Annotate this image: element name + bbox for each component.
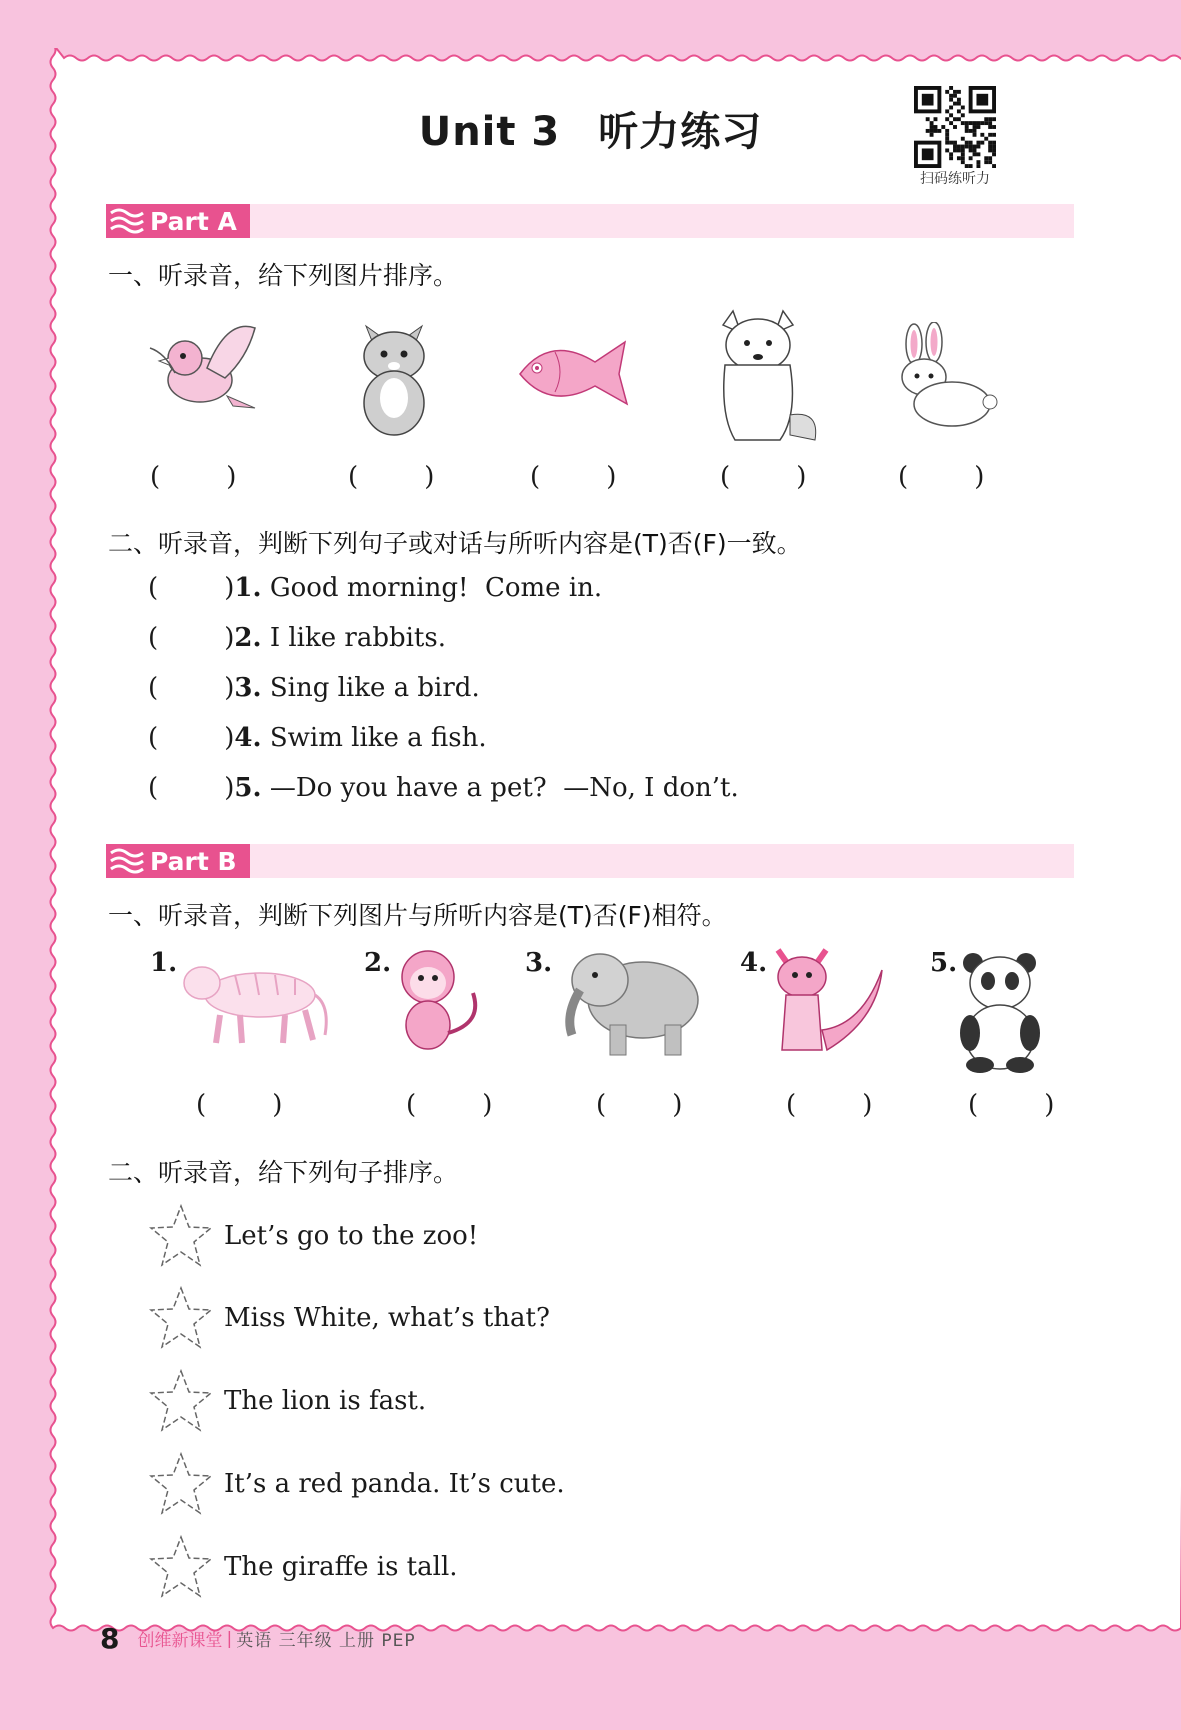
tf-blank[interactable]: ( ) bbox=[148, 773, 235, 803]
tf-item-2: ( )2. I like rabbits. bbox=[148, 623, 446, 653]
judge-blank-4[interactable]: ( ) bbox=[786, 1090, 873, 1120]
footer bbox=[100, 1622, 416, 1655]
judge-blank-2[interactable]: ( ) bbox=[406, 1090, 493, 1120]
tf-item-3: ( )3. Sing like a bird. bbox=[148, 673, 480, 703]
order-item-2: Miss White, what’s that? bbox=[148, 1285, 550, 1351]
qr-caption: 扫码练听力 bbox=[920, 171, 990, 187]
judge-blank-1[interactable]: ( ) bbox=[196, 1090, 283, 1120]
elephant-icon bbox=[555, 945, 705, 1060]
order-blank-2[interactable]: ( ) bbox=[348, 462, 435, 492]
order-blank-4[interactable]: ( ) bbox=[720, 462, 807, 492]
part-b-section2-heading: 二、听录音，给下列句子排序。 bbox=[108, 1158, 459, 1187]
tf-item-1: ( )1. Good morning! Come in. bbox=[148, 573, 603, 603]
fish-icon bbox=[515, 332, 635, 412]
tiger-icon bbox=[180, 945, 330, 1045]
tf-blank[interactable]: ( ) bbox=[148, 573, 235, 603]
monkey-icon bbox=[390, 945, 485, 1055]
tf-item-5: ( )5. —Do you have a pet? —No, I don’t. bbox=[148, 773, 739, 803]
part-b-section1-heading: 一、听录音，判断下列图片与所听内容是(T)否(F)相符。 bbox=[108, 901, 727, 930]
part-a-label: Part A bbox=[106, 204, 250, 238]
part-a-bar bbox=[106, 204, 1074, 238]
qr-code-icon[interactable] bbox=[914, 86, 996, 168]
rabbit-icon bbox=[890, 322, 1000, 432]
pb-num-2: 2. bbox=[364, 948, 392, 978]
order-blank-5[interactable]: ( ) bbox=[898, 462, 985, 492]
tf-blank[interactable]: ( ) bbox=[148, 673, 235, 703]
wave-lines-icon bbox=[110, 208, 144, 234]
star-icon[interactable] bbox=[148, 1451, 214, 1517]
pb-num-1: 1. bbox=[150, 948, 178, 978]
judge-blank-5[interactable]: ( ) bbox=[968, 1090, 1055, 1120]
order-item-4: It’s a red panda. It’s cute. bbox=[148, 1451, 565, 1517]
part-a-section2-heading: 二、听录音，判断下列句子或对话与所听内容是(T)否(F)一致。 bbox=[108, 529, 802, 558]
pb-num-3: 3. bbox=[525, 948, 553, 978]
fox-icon bbox=[768, 945, 888, 1055]
brand-name: 创维新课堂 bbox=[137, 1631, 223, 1651]
order-item-1: Let’s go to the zoo! bbox=[148, 1203, 478, 1269]
order-blank-3[interactable]: ( ) bbox=[530, 462, 617, 492]
star-icon[interactable] bbox=[148, 1285, 214, 1351]
part-b-label: Part B bbox=[106, 844, 250, 878]
tf-blank[interactable]: ( ) bbox=[148, 723, 235, 753]
wave-lines-icon bbox=[110, 848, 144, 874]
page-title bbox=[0, 100, 1181, 157]
panda-icon bbox=[958, 945, 1043, 1075]
book-info: 英语 三年级 上册 PEP bbox=[236, 1631, 416, 1651]
order-item-3: The lion is fast. bbox=[148, 1368, 426, 1434]
tf-blank[interactable]: ( ) bbox=[148, 623, 235, 653]
pb-num-4: 4. bbox=[740, 948, 768, 978]
cat-icon bbox=[348, 308, 440, 438]
part-a-section1-heading: 一、听录音，给下列图片排序。 bbox=[108, 261, 459, 290]
judge-blank-3[interactable]: ( ) bbox=[596, 1090, 683, 1120]
footer-separator: | bbox=[226, 1628, 233, 1649]
star-icon[interactable] bbox=[148, 1203, 214, 1269]
pb-num-5: 5. bbox=[930, 948, 958, 978]
unit-label: Unit 3 bbox=[418, 109, 561, 155]
page-number: 8 bbox=[100, 1622, 120, 1655]
title-name: 听力练习 bbox=[598, 109, 763, 155]
star-icon[interactable] bbox=[148, 1368, 214, 1434]
dog-icon bbox=[705, 305, 820, 445]
part-b-bar bbox=[106, 844, 1074, 878]
tf-item-4: ( )4. Swim like a fish. bbox=[148, 723, 487, 753]
order-blank-1[interactable]: ( ) bbox=[150, 462, 237, 492]
bird-icon bbox=[145, 318, 265, 428]
order-item-5: The giraffe is tall. bbox=[148, 1534, 458, 1600]
star-icon[interactable] bbox=[148, 1534, 214, 1600]
